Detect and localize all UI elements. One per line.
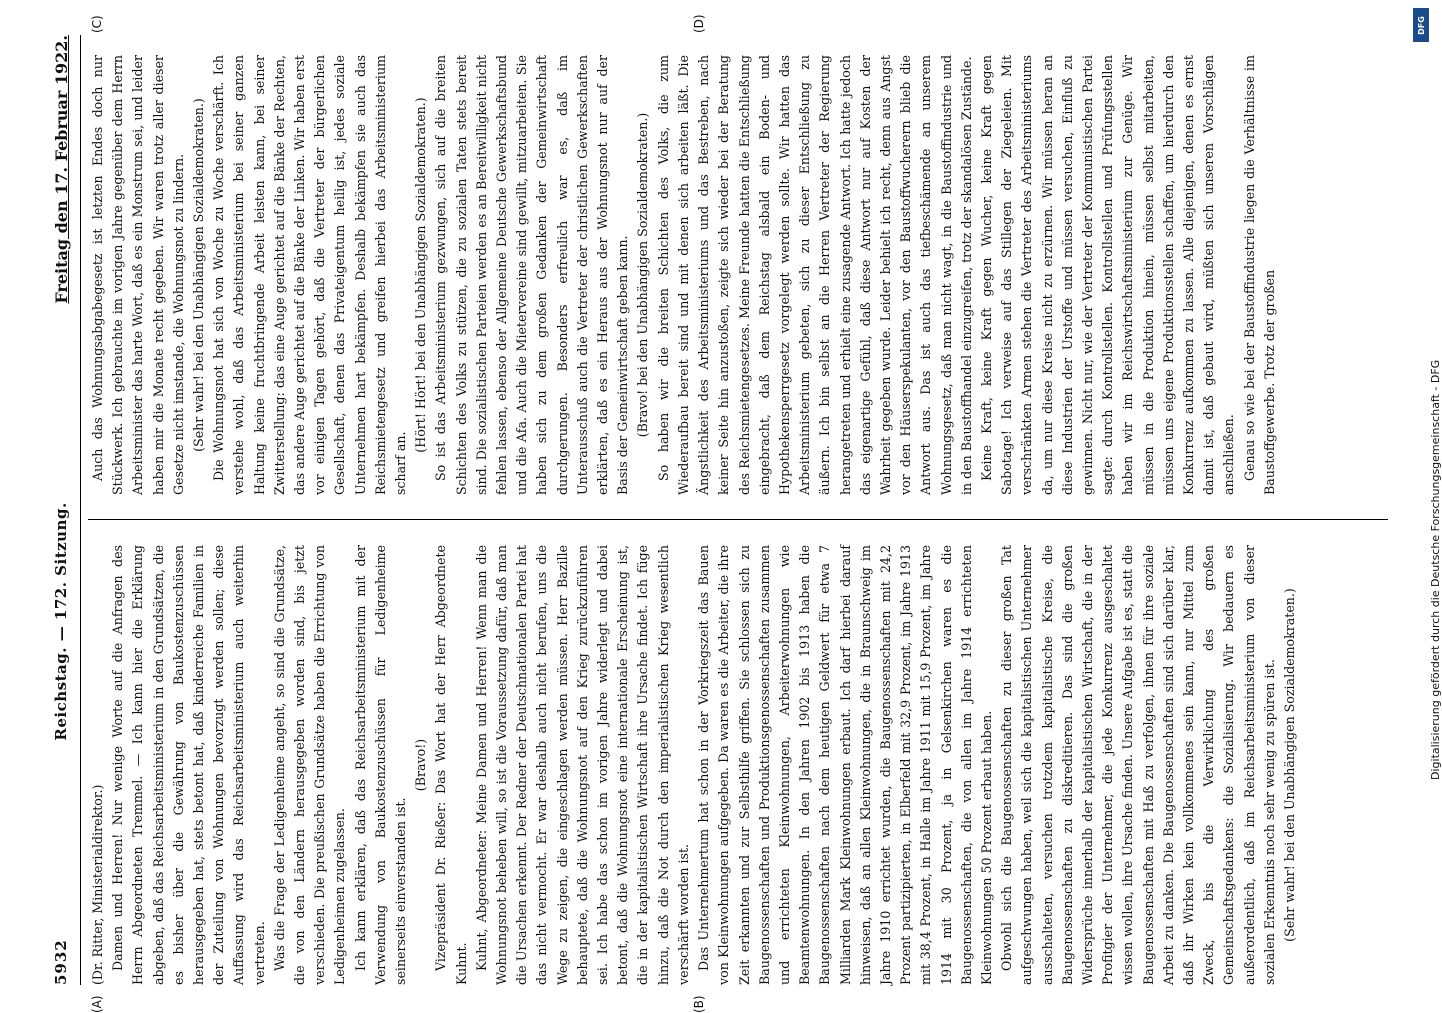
page-number: 5932 — [52, 939, 70, 985]
right-column — [88, 55, 1388, 495]
paragraph: So ist das Arbeitsministerium gezwungen, sich auf die breiten Schichten des Volks zu stützen, die zu sozialen Taten stets bereit sind. Die sozialistischen Parteien werden es an Bereitwilligkeit nicht fehlen lassen, ebenso der Allgemeine Deutsche Gewerkschaftsbund und die Afa. Auch die Mietervereine sind gewillt, mitzuarbeiten. Sie haben sich zu dem großen Gedanken der Gemeinwirtschaft durchgerungen. Besonders erfreulich war es, daß im Unterausschuß auch die Vertreter der christlichen Gewerkschaften erklärten, daß es ein Heraus aus der Wohnungsnot nur auf der Basis der Gemeinwirtschaft geben kann. — [433, 55, 631, 495]
session-title: Reichstag. — 172. Sitzung. — [52, 502, 70, 741]
margin-marker-d: (D) — [692, 14, 706, 33]
page-header — [42, 35, 81, 985]
margin-marker-b: (B) — [692, 995, 706, 1013]
interjection: (Hört! Hört! bei den Unabhängigen Sozialdemokraten.) — [413, 97, 429, 453]
paragraph: Kuhnt, Abgeordneter: Meine Damen und Herren! Wenn man die Wohnungsnot beheben will, so ist die Voraussetzung dafür, daß man die Ursachen erkennt. Der Redner der Deutschnationalen Partei hat das nicht vermocht. Er war deshalb auch nicht berufen, uns die Wege zu zeigen, die eingeschlagen werden müssen. Herr Bazille behauptete, daß die Wohnungsnot auf den Krieg zurückzuführen sei. Ich habe das schon im vorigen Jahre widerlegt und dabei betont, daß die Wohnungsnot eine internationale Erscheinung ist, die in der kapitalistischen Wirtschaft ihre Ursache findet. Ich füge hinzu, daß die Not durch den imperialistischen Krieg wesentlich verschärft worden ist. — [473, 545, 691, 985]
digitization-credit — [1404, 0, 1442, 1000]
column-divider — [88, 519, 1388, 520]
paragraph: So haben wir die breiten Schichten des Volks, die zum Wiederaufbau bereit sind und mit denen sich arbeiten läßt. Die Ängstlichkeit des Arbeitsministeriums und das Bestreben, nach keiner Seite hin anzustoßen, zeigte sich wieder bei der Beratung des Reichsmietengesetzes. Meine Freunde hatten die Entschließung eingebracht, daß dem Reichstag alsbald ein Boden- und Hypothekensperrgesetz vorgelegt werden sollte. Wir hatten das Arbeitsministerium gebeten, sich zu dieser Entschließung zu äußern. Ich bin selbst an die Herren Vertreter der Regierung herangetreten und erhielt eine zusagende Antwort. Ich hatte jedoch das eigenartige Gefühl, daß diese Antwort nur auf Kosten der Wahrheit gegeben wurde. Leider behielt ich recht, denn aus Angst vor den Häuserspekulanten, vor den Baustoffwucherern blieb die Antwort aus. Das ist auch das tiefbeschämende an unserem Wohnungsgesetz, daß man nicht wagt, in die Baustoffindustrie und in den Baustoffhandel einzugreifen, trotz der skandalösen Zustände. — [655, 55, 974, 495]
speaker-note: (Dr. Ritter, Ministerialdirektor.) — [90, 784, 105, 985]
interjection: (Sehr wahr! bei den Unabhängigen Sozialdemokraten.) — [1281, 588, 1297, 942]
left-column — [88, 545, 1388, 985]
margin-marker-c: (C) — [90, 15, 104, 33]
margin-marker-a: (A) — [90, 995, 104, 1013]
paragraph: Genau so wie bei der Baustoffindustrie liegen die Verhältnisse im Baustoffgewerbe. Trotz der großen — [1241, 55, 1277, 495]
dfg-logo — [1413, 8, 1429, 42]
interjection: (Bravo!) — [413, 738, 429, 792]
paragraph: Was die Frage der Ledigenheime angeht, so sind die Grundsätze, die von den Ländern herausgegeben worden sind, bis jetzt verschieden. Die preußischen Grundsätze haben die Errichtung von Ledigenheimen zugelassen. — [271, 545, 348, 985]
paragraph: Obwohl sich die Baugenossenschaften zu dieser großen Tat aufgeschwungen haben, weil sich die kapitalistischen Unternehmer ausschalteten, versuchen trotzdem kapitalistische Kreise, die Baugenossenschaften zu diskreditieren. Das sind die großen Widersprüche innerhalb der kapitalistischen Wirtschaft, die in der Profitgier der Unternehmer, die jede Konkurrenz ausgeschaltet wissen wollen, ihre Ursache finden. Unsere Aufgabe ist es, statt die Baugenossenschaften mit Haß zu verfolgen, ihnen für ihre soziale Arbeit zu danken. Die Baugenossenschaften sind sich darüber klar, daß ihr Wirken kein vollkommenes sein kann, nur Mittel zum Zweck, bis die Verwirklichung des großen Gemeinschaftsgedankens: die Sozialisierung. Wir bedauern es außerordentlich, daß im Reichsarbeitsministerium von dieser sozialen Erkenntnis noch sehr wenig zu spüren ist. — [999, 545, 1277, 985]
session-date: Freitag den 17. Februar 1922. — [51, 35, 71, 304]
paragraph: Auch das Wohnungsabgabegesetz ist letzten Endes doch nur Stückwerk. Ich gebrauchte im vorigen Jahre gegenüber dem Herrn Arbeitsminister das harte Wort, daß es ein Monstrum sei, und leider haben mir die Monate recht gegeben. Wir waren trotz aller dieser Gesetze nicht imstande, die Wohnungsnot zu lindern. — [90, 55, 186, 495]
document-page — [42, 14, 1392, 1013]
paragraph: Damen und Herren! Nur wenige Worte auf die Anfragen des Herrn Abgeordneten Tremmel. — Ich kann hier die Erklärung abgeben, daß das Reichsarbeitsministerium in den Grundsätzen, die es bisher über die Gewährung von Baukostenzuschüssen herausgegeben hat, stets betont hat, daß kinderreiche Familien in der Zuteilung von Wohnungen bevorzugt werden sollen; diese Auffassung wird das Reichsarbeitsministerium auch weiterhin vertreten. — [110, 545, 267, 985]
interjection: (Sehr wahr! bei den Unabhängigen Sozialdemokraten.) — [191, 98, 207, 452]
paragraph: Ich kann erklären, daß das Reichsarbeitsministerium mit der Verwendung von Baukostenzuschüssen für Ledigenheime seinerseits einverstanden ist. — [352, 545, 409, 985]
paragraph: Vizepräsident Dr. Rießer: Das Wort hat der Herr Abgeordnete Kuhnt. — [433, 545, 469, 985]
interjection: (Bravo! bei den Unabhängigen Sozialdemokraten.) — [635, 112, 651, 438]
paragraph: Die Wohnungsnot hat sich von Woche zu Woche verschärft. Ich verstehe wohl, daß das Arbeitsministerium bei seiner ganzen Haltung keine fruchtbringende Arbeit leisten kann, bei seiner Zwitterstellung: das eine Auge gerichtet auf die Bänke der Rechten, das andere Auge gerichtet auf die Bänke der Linken. Wir haben erst vor einigen Tagen gehört, daß die Vertreter der bürgerlichen Gesellschaft, denen das Privateigentum heilig ist, jedes soziale Unternehmen hart bekämpfen. Deshalb bekämpfen sie auch das Reichsmietengesetz und greifen hierbei das Arbeitsministerium scharf an. — [211, 55, 409, 495]
paragraph: Das Unternehmertum hat schon in der Vorkriegszeit das Bauen von Kleinwohnungen aufgegeben. Da waren es die Arbeiter, die ihre Zeit erkannten und zur Selbsthilfe griffen. Sie schlossen sich zu Baugenossenschaften und Produktionsgenossenschaften zusammen und errichteten Kleinwohnungen, Arbeiterwohnungen wie Beamtenwohnungen. In den Jahren 1902 bis 1913 haben die Baugenossenschaften nach dem heutigen Geldwert für etwa 7 Milliarden Mark Kleinwohnungen erbaut. Ich darf hierbei darauf hinweisen, daß an allen Kleinwohnungen, die in Braunschweig im Jahre 1910 errichtet wurden, die Baugenossenschaften mit 24,2 Prozent partizipierten, in Elberfeld mit 32,9 Prozent, im Jahre 1913 mit 38,4 Prozent, in Halle im Jahre 1911 mit 15,9 Prozent, im Jahre 1914 mit 30 Prozent, ja in Gelsenkirchen waren es die Baugenossenschaften, die von allen im Jahre 1914 errichteten Kleinwohnungen 50 Prozent erbaut haben. — [696, 545, 994, 985]
paragraph: Keine Kraft, keine Kraft gegen Wucher, keine Kraft gegen Sabotage! Ich verweise auf das Stillegen der Ziegeleien. Mit verschränkten Armen stehen die Vertreter des Arbeitsministeriums da, um nur diese Kreise nicht zu erzürnen. Wir müssen heran an diese Industrien der Urstoffe und müssen versuchen, Einfluß zu gewinnen. Nicht nur, wie der Vertreter der Kommunistischen Partei sagte: durch Kontrollstellen. Kontrollstellen und Prüfungsstellen haben wir im Reichswirtschaftsministerium zur Genüge. Wir müssen in die Produktion hinein, müssen selbst mitarbeiten, müssen uns eigene Produktionsstellen schaffen, um hierdurch den Konkurrenz aufkommen zu lassen. Alle diejenigen, denen es ernst damit ist, daß gebaut wird, müßten sich unseren Vorschlägen anschließen. — [978, 55, 1237, 495]
dfg-logo-text: DFG — [1416, 15, 1426, 35]
credit-text: Digitalisierung gefördert durch die Deutsche Forschungsgemeinschaft - DFG — [1429, 359, 1442, 780]
